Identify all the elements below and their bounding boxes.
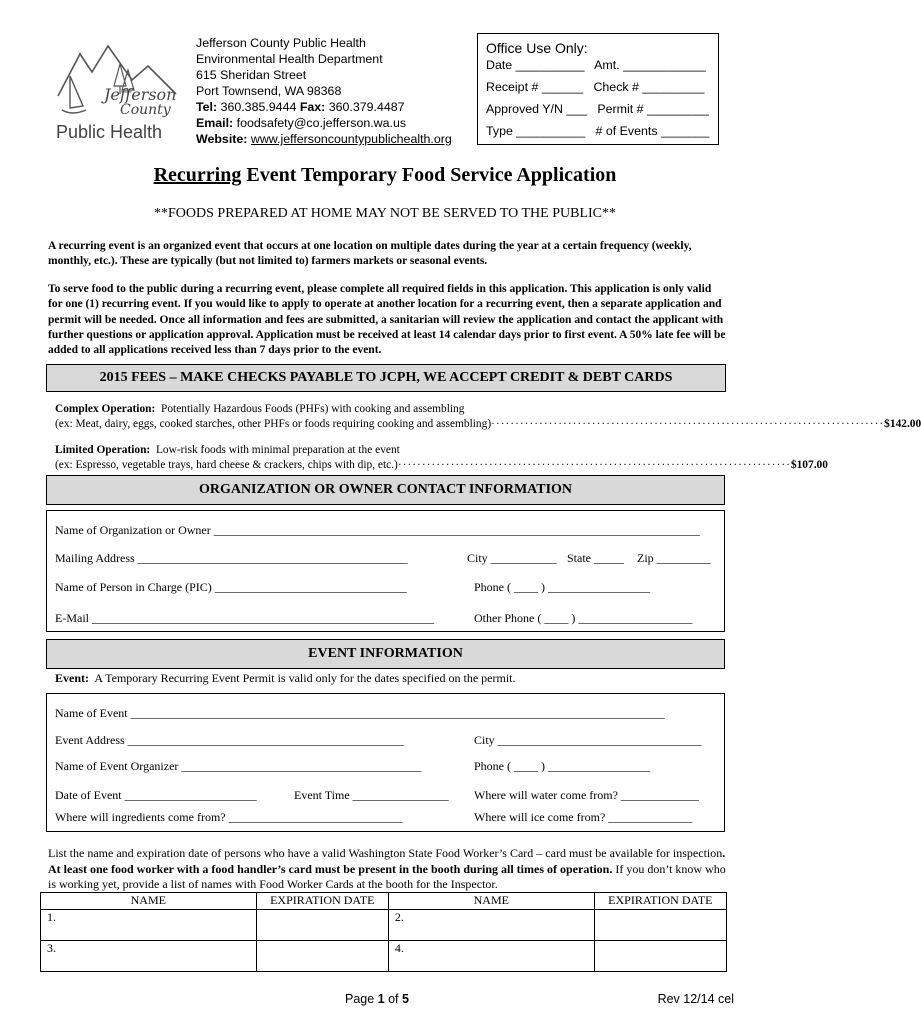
- table-cell-name[interactable]: 4.: [388, 941, 594, 972]
- table-cell-name[interactable]: 3.: [41, 941, 257, 972]
- org-contact-box: [46, 510, 725, 632]
- ingredients-source-field[interactable]: Where will ingredients come from? _____________________________: [55, 810, 403, 824]
- food-worker-text-2: If you don’t know who is working yet, provide a list of names with Food Worker Cards at the booth for the Inspector.: [48, 861, 726, 892]
- event-time-field[interactable]: Event Time ________________: [294, 788, 449, 802]
- tel-value: 360.385.9444: [220, 100, 297, 114]
- limited-price: $107.00: [790, 459, 828, 471]
- title-rest: Event Temporary Food Service Application: [241, 164, 617, 186]
- pic-name-field[interactable]: Name of Person in Charge (PIC) ________________________________: [55, 580, 407, 594]
- city-line: Port Townsend, WA 98368: [196, 84, 342, 98]
- org-name: Jefferson County Public Health: [196, 36, 366, 50]
- water-source-field[interactable]: Where will water come from? _____________: [474, 788, 699, 802]
- food-worker-instructions: [48, 846, 728, 893]
- page-total: 5: [402, 992, 409, 1006]
- org-phone-field[interactable]: Phone ( ____ ) _________________: [474, 580, 650, 594]
- email-value[interactable]: foodsafety@co.jefferson.wa.us: [236, 116, 407, 130]
- website-link[interactable]: www.jeffersoncountypublichealth.org: [250, 132, 452, 146]
- logo-line1: Jefferson: [104, 85, 177, 104]
- event-date-field[interactable]: Date of Event ______________________: [55, 788, 257, 802]
- complex-price: $142.00: [884, 418, 921, 430]
- revision-label: Rev 12/14 cel: [657, 992, 734, 1006]
- limited-dots: ··················································································: [397, 459, 791, 471]
- website-label: Website:: [196, 132, 248, 146]
- complex-desc: Potentially Hazardous Foods (PHFs) with cooking and assembling: [161, 403, 465, 415]
- email-label: Email:: [196, 116, 234, 130]
- form-title: [0, 164, 770, 187]
- office-row-receipt: Receipt # ______ Check # _________: [486, 80, 705, 94]
- event-info-box: [46, 693, 725, 832]
- event-address-field[interactable]: Event Address ______________________________________________: [55, 733, 404, 747]
- event-note-label: Event:: [55, 671, 89, 685]
- fees-band: 2015 FEES – MAKE CHECKS PAYABLE TO JCPH, WE ACCEPT CREDIT & DEBT CARDS: [46, 364, 726, 392]
- office-use-box: [477, 33, 719, 145]
- table-cell-exp[interactable]: [256, 910, 388, 941]
- table-row: [41, 910, 727, 941]
- home-food-warning: **FOODS PREPARED AT HOME MAY NOT BE SERVED TO THE PUBLIC**: [154, 206, 616, 221]
- office-use-title: Office Use Only:: [486, 40, 588, 56]
- page-prefix: Page: [345, 992, 378, 1006]
- mailing-address-field[interactable]: Mailing Address _____________________________________________: [55, 551, 408, 565]
- complex-example: (ex: Meat, dairy, eggs, cooked starches, other PHFs or foods requiring cooking and assembling): [55, 418, 492, 430]
- event-name-field[interactable]: Name of Event _________________________________________________________________________________________: [55, 706, 665, 720]
- food-worker-text-1: List the name and expiration date of persons who have a valid Washington State Food Worker’s Card – card must be available for inspection: [48, 846, 723, 860]
- event-phone-field[interactable]: Phone ( ____ ) _________________: [474, 759, 650, 773]
- page-mid: of: [384, 992, 402, 1006]
- tel-label: Tel:: [196, 100, 218, 114]
- event-city-field[interactable]: City __________________________________: [474, 733, 702, 747]
- other-phone-field[interactable]: Other Phone ( ____ ) ___________________: [474, 611, 693, 625]
- website-line: [196, 131, 452, 147]
- fax-label: Fax:: [299, 100, 326, 114]
- limited-desc: Low-risk foods with minimal preparation at the event: [155, 444, 400, 456]
- limited-example: (ex: Espresso, vegetable trays, hard cheese & crackers, chips with dip, etc.): [55, 459, 398, 471]
- title-recurring: Recurring: [153, 164, 242, 186]
- event-note-text: A Temporary Recurring Event Permit is valid only for the dates specified on the permit.: [94, 671, 516, 685]
- limited-label: Limited Operation:: [55, 444, 151, 456]
- table-cell-name[interactable]: 2.: [388, 910, 594, 941]
- email-line: [196, 115, 452, 131]
- org-city-field[interactable]: City ___________: [467, 551, 557, 565]
- complex-fee: [55, 402, 921, 432]
- phone-line: [196, 99, 452, 115]
- col-header-exp-1: EXPIRATION DATE: [256, 893, 388, 910]
- page-current: 1: [377, 992, 385, 1006]
- org-name-field[interactable]: Name of Organization or Owner _________________________________________________________________________________: [55, 523, 700, 537]
- table-row: [41, 941, 727, 972]
- table-cell-exp[interactable]: [594, 941, 726, 972]
- logo-line2: County: [120, 102, 171, 118]
- page-number: [345, 992, 409, 1006]
- dept-name: Environmental Health Department: [196, 52, 383, 66]
- food-worker-table: [40, 892, 727, 972]
- org-zip-field[interactable]: Zip _________: [637, 551, 711, 565]
- logo-line3: Public Health: [56, 122, 163, 142]
- recurring-definition: A recurring event is an organized event that occurs at one location on multiple dates during the year at a certain frequency (weekly, monthly, etc.). These are typically (but not limited to) farmers markets or seasonal events.: [48, 240, 692, 268]
- office-row-type: Type __________ # of Events _______: [486, 124, 710, 138]
- org-contact-band: ORGANIZATION OR OWNER CONTACT INFORMATION: [46, 475, 725, 505]
- ice-source-field[interactable]: Where will ice come from? ______________: [474, 810, 693, 824]
- event-organizer-field[interactable]: Name of Event Organizer ________________________________________: [55, 759, 422, 773]
- event-info-band: EVENT INFORMATION: [46, 639, 725, 669]
- complex-dots: ··················································································: [491, 418, 885, 430]
- table-header-row: [41, 893, 727, 910]
- col-header-exp-2: EXPIRATION DATE: [594, 893, 726, 910]
- office-row-approved: Approved Y/N ___ Permit # _________: [486, 102, 709, 116]
- food-worker-text-bold: . At least one food worker with a food handler’s card must be present in the booth during all times of operation.: [48, 846, 726, 876]
- org-email-field[interactable]: E-Mail _________________________________________________________: [55, 611, 434, 625]
- jefferson-county-public-health-logo: [50, 36, 185, 146]
- address-block: [196, 35, 452, 147]
- table-cell-exp[interactable]: [256, 941, 388, 972]
- street: 615 Sheridan Street: [196, 68, 307, 82]
- event-note: [55, 671, 516, 686]
- org-state-field[interactable]: State _____: [567, 551, 624, 565]
- fax-value: 360.379.4487: [328, 100, 405, 114]
- col-header-name-2: NAME: [388, 893, 594, 910]
- col-header-name-1: NAME: [41, 893, 257, 910]
- office-row-date: Date __________ Amt. ____________: [486, 58, 706, 72]
- table-cell-name[interactable]: 1.: [41, 910, 257, 941]
- complex-label: Complex Operation:: [55, 403, 156, 415]
- table-cell-exp[interactable]: [594, 910, 726, 941]
- limited-fee: [55, 443, 828, 473]
- application-instructions: To serve food to the public during a recurring event, please complete all required fields in this application. This application is only valid for one (1) recurring event. If you would like to apply to operate at another location for a recurring event, then a separate application and permit will be needed. Once all information and fees are submitted, a sanitarian will review the application and contact the applicant with further questions or application approval. Application must be received at least 14 calendar days prior to first event. A 50% late fee will be added to all applications received less than 7 days prior to the event.: [48, 283, 726, 357]
